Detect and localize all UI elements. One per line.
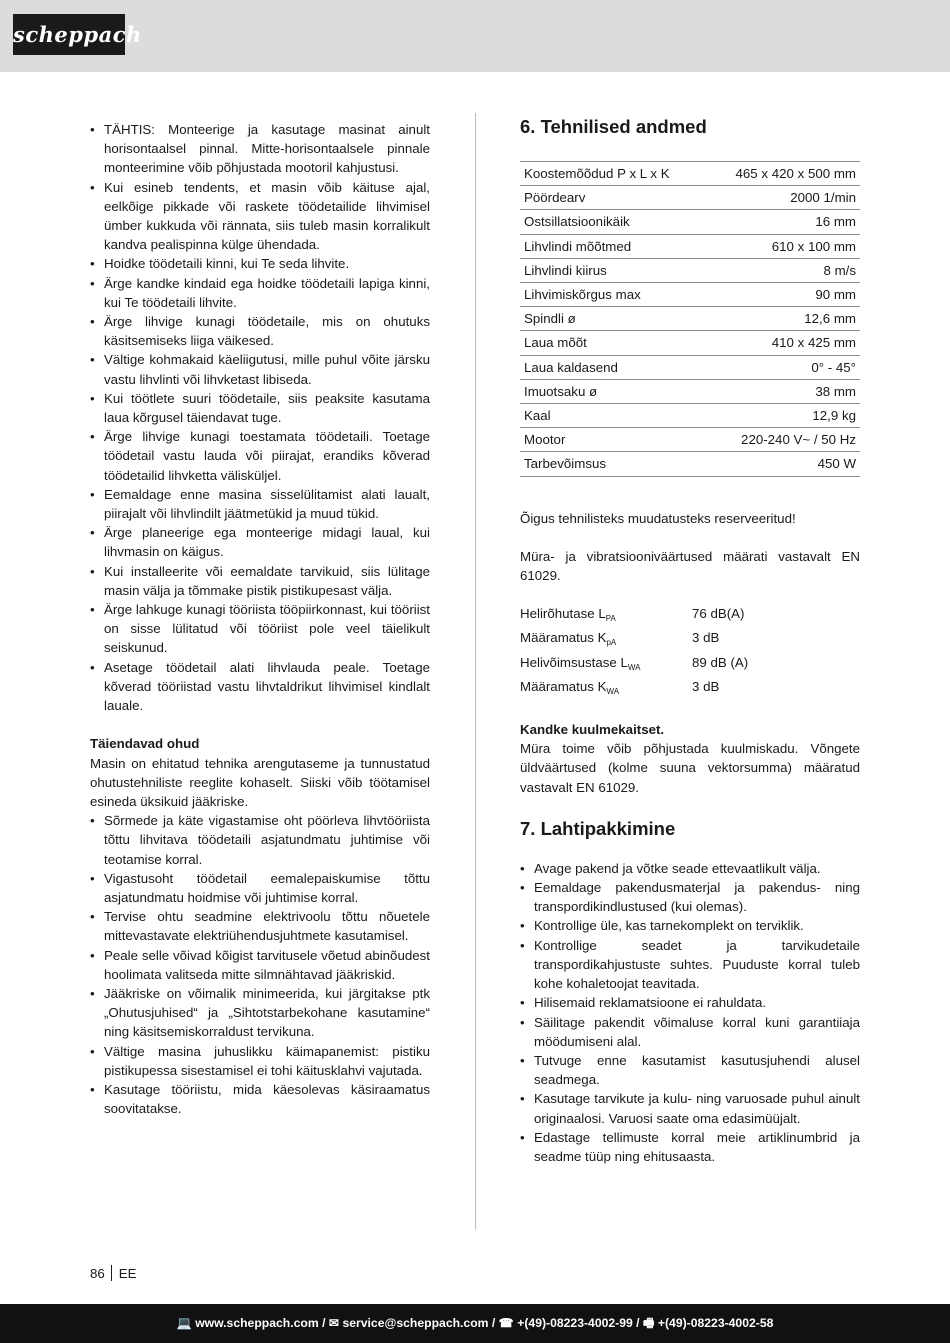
phone-number: +(49)-08223-4002-99 <box>517 1316 633 1330</box>
list-item: • Eemaldage enne masina sisselülitamist alati laualt, piirajalt või lihvlindilt jäätmetükid ja muud tükid. <box>90 485 430 523</box>
spec-label: Lihvlindi mõõtmed <box>520 234 705 258</box>
spec-label: Mootor <box>520 428 705 452</box>
column-divider <box>475 113 476 1230</box>
spec-value: 38 mm <box>705 379 860 403</box>
safety-list <box>90 120 430 715</box>
spec-value: 8 m/s <box>705 258 860 282</box>
spec-value: 16 mm <box>705 210 860 234</box>
left-column <box>90 120 430 1118</box>
extra-risks-intro: Masin on ehitatud tehnika arengutaseme ja tunnustatud ohutustehniliste reeglite kohaselt. Siiski võib töötamisel esineda üksikuid jääkriske. <box>90 755 430 809</box>
list-item: • Ärge lihvige kunagi toestamata töödetaili. Toetage töödetail vastu lauda või piirajat, erandiks kõverad töödetailid lihvketta välisküljel. <box>90 427 430 485</box>
spec-label: Laua mõõt <box>520 331 705 355</box>
noise-value: 3 dB <box>692 678 720 694</box>
noise-label-text: Helivõimsustase L <box>520 654 628 670</box>
list-item: • Eemaldage pakendusmaterjal ja pakendus- ning transpordikindlustused (kui olemas). <box>520 878 860 916</box>
list-item: • Vältige kohmakaid käeliigutusi, mille puhul võite järsku vastu lihvlinti või lihvketast libiseda. <box>90 350 430 388</box>
list-item: • Kasutage tarvikute ja kulu- ning varuosade puhul ainult originaalosi. Varuosi saate oma edasimüüjalt. <box>520 1089 860 1127</box>
table-row <box>520 428 860 452</box>
list-item: • Ärge planeerige ega monteerige midagi laual, kui lihvmasin on käigus. <box>90 523 430 561</box>
spec-label: Pöördearv <box>520 186 705 210</box>
spec-label: Kaal <box>520 404 705 428</box>
table-row <box>520 234 860 258</box>
spec-label: Spindli ø <box>520 307 705 331</box>
list-item: • Kasutage tööriistu, mida käesolevas käsiraamatus soovitatakse. <box>90 1080 430 1118</box>
noise-label-text: Määramatus K <box>520 678 607 694</box>
website-link[interactable]: www.scheppach.com <box>195 1316 319 1330</box>
table-row <box>520 331 860 355</box>
language-code: EE <box>118 1266 137 1281</box>
list-item: • TÄHTIS: Monteerige ja kasutage masinat ainult horisontaalsel pinnal. Mitte-horisontaalsele pinnale monteerimine võib põhjustada mootoril kahjustusi. <box>90 120 430 178</box>
list-item: • Ärge kandke kindaid ega hoidke töödetaili lapiga kinni, kui Te töödetaili lihvite. <box>90 274 430 312</box>
computer-icon: 💻 <box>176 1316 192 1330</box>
spec-value: 0° - 45° <box>705 355 860 379</box>
noise-label-subscript: PA <box>605 614 616 624</box>
table-row <box>520 258 860 282</box>
table-row <box>520 307 860 331</box>
list-item: • Ärge lihvige kunagi töödetaile, mis on ohutuks käsitsemiseks liiga väikesed. <box>90 312 430 350</box>
noise-label-text: Määramatus K <box>520 630 607 646</box>
table-row <box>520 379 860 403</box>
fax-number: +(49)-08223-4002-58 <box>657 1316 774 1330</box>
list-item: • Kui installeerite või eemaldate tarvikuid, siis lülitage masin välja ja tõmmake pistik pistikupesast välja. <box>90 562 430 600</box>
list-item: • Vältige masina juhuslikku käimapanemist: pistiku pistikupessa sisestamisel ei tohi käitusklahvi vajutada. <box>90 1042 430 1080</box>
list-item: • Asetage töödetail alati lihvlauda peale. Toetage kõverad tööriistad vastu lihvtaldrikut lihvimisel kindlalt lauale. <box>90 658 430 716</box>
table-row <box>520 162 860 186</box>
tech-data-heading: 6. Tehnilised andmed <box>520 116 707 137</box>
noise-label-text: Helirõhutase L <box>520 606 606 622</box>
spec-value: 90 mm <box>705 283 860 307</box>
unpacking-list <box>520 859 860 1166</box>
list-item: • Vigastusoht töödetail eemalepaiskumise tõttu asjatundmatu hoidmise või juhtimise korral. <box>90 869 430 907</box>
page-number-separator <box>111 1265 112 1281</box>
footer-separator: / <box>632 1316 643 1330</box>
extra-risks-title: Täiendavad ohud <box>90 736 200 752</box>
table-row <box>520 404 860 428</box>
noise-intro: Müra- ja vibratsiooniväärtused määrati vastavalt EN 61029. <box>520 548 860 584</box>
list-item: • Kui esineb tendents, et masin võib käituse ajal, eelkõige pikkade või raskete töödetailide lihvimisel ümber kukkuda või rännata, siis tuleb masin korralikult kandva pealispinna külge ühendada. <box>90 178 430 255</box>
spec-label: Lihvlindi kiirus <box>520 258 705 282</box>
list-item: • Kontrollige üle, kas tarnekomplekt on terviklik. <box>520 916 860 935</box>
list-item: • Tervise ohtu seadmine elektrivoolu tõttu nõuetele mittevastavate elektriühendusjuhtmete kasutamisel. <box>90 907 430 945</box>
list-item: • Hilisemaid reklamatsioone ei rahuldata. <box>520 993 860 1012</box>
spec-value: 12,6 mm <box>705 307 860 331</box>
unpacking-heading: 7. Lahtipakkimine <box>520 817 676 839</box>
noise-label-subscript: WA <box>606 686 620 696</box>
hearing-protection-text: Müra toime võib põhjustada kuulmiskadu. Võngete üldväärtused (kolme suuna vektorsumma) määratud vastavalt EN 61029. <box>520 741 860 795</box>
noise-value: 3 dB <box>692 630 720 646</box>
spec-value: 610 x 100 mm <box>705 234 860 258</box>
list-item: • Edastage tellimuste korral meie artiklinumbrid ja seadme tüüp ning ehitusaasta. <box>520 1128 860 1166</box>
spec-label: Imuotsaku ø <box>520 379 705 403</box>
table-row <box>520 355 860 379</box>
spec-value: 465 x 420 x 500 mm <box>705 162 860 186</box>
table-row <box>520 452 860 476</box>
noise-value: 76 dB(A) <box>692 606 745 622</box>
table-row <box>520 210 860 234</box>
spec-value: 450 W <box>705 452 860 476</box>
noise-label <box>520 653 692 677</box>
noise-label-subscript: WA <box>627 662 641 672</box>
right-column <box>520 115 860 1166</box>
scheppach-logo: scheppach <box>13 14 125 55</box>
list-item: • Ärge lahkuge kunagi tööriista tööpiirkonnast, kui tööriist on sisse lülitatud või tööriist pole veel täielikult seiskunud. <box>90 600 430 658</box>
page-number-value: 86 <box>90 1266 105 1281</box>
noise-label <box>520 604 692 628</box>
page-number <box>90 1265 137 1281</box>
noise-label <box>520 628 692 652</box>
footer-separator: / <box>318 1316 329 1330</box>
page-footer <box>0 1304 950 1343</box>
list-item: • Sõrmede ja käte vigastamise oht pöörleva lihvtööriista tõttu lihvitava töödetaili asjatundmatu juhtimise või teotamise korral. <box>90 811 430 869</box>
spec-value: 220-240 V~ / 50 Hz <box>705 428 860 452</box>
spec-label: Laua kaldasend <box>520 355 705 379</box>
residual-risks-list <box>90 811 430 1118</box>
spec-label: Lihvimiskõrgus max <box>520 283 705 307</box>
spec-value: 410 x 425 mm <box>705 331 860 355</box>
noise-label-subscript: pA <box>606 638 617 648</box>
list-item: • Peale selle võivad kõigist tarvitusele võetud abinõudest hoolimata valitseda mitte silmnähtavad jääkriskid. <box>90 946 430 984</box>
email-link[interactable]: service@scheppach.com <box>342 1316 489 1330</box>
table-row <box>520 283 860 307</box>
spec-value: 2000 1/min <box>705 186 860 210</box>
list-item: • Tutvuge enne kasutamist kasutusjuhendi alusel seadmega. <box>520 1051 860 1089</box>
spec-label: Koostemõõdud P x L x K <box>520 162 705 186</box>
list-item: • Hoidke töödetaili kinni, kui Te seda lihvite. <box>90 254 430 273</box>
rights-note: Õigus tehnilisteks muudatusteks reserveeritud! <box>520 510 796 526</box>
mail-icon: ✉ <box>328 1316 340 1330</box>
list-item: • Kui töötlete suuri töödetaile, siis peaksite kasutama laua kõrgusel täiendavat tuge. <box>90 389 430 427</box>
page-header <box>0 0 950 72</box>
noise-value: 89 dB (A) <box>692 654 749 670</box>
tech-data-table <box>520 161 860 477</box>
noise-values <box>520 604 860 701</box>
spec-value: 12,9 kg <box>705 404 860 428</box>
list-item: • Avage pakend ja võtke seade ettevaatlikult välja. <box>520 859 860 878</box>
list-item: • Säilitage pakendit võimaluse korral kuni garantiiaja möödumiseni alal. <box>520 1013 860 1051</box>
spec-label: Tarbevõimsus <box>520 452 705 476</box>
footer-separator: / <box>488 1316 499 1330</box>
phone-icon: ☎ <box>498 1316 514 1330</box>
list-item: • Jääkriske on võimalik minimeerida, kui järgitakse ptk „Ohutusjuhised“ ja „Sihtotstarbekohane kasutamine“ ning käsitsemiskorraldust tervikuna. <box>90 984 430 1042</box>
hearing-protection-title: Kandke kuulmekaitset. <box>520 722 665 738</box>
table-row <box>520 186 860 210</box>
fax-icon: 🖷 <box>642 1316 655 1330</box>
noise-label <box>520 677 692 701</box>
list-item: • Kontrollige seadet ja tarvikudetaile transpordikahjustuste suhtes. Puuduste korral tuleb kohe kohaletoojat teavitada. <box>520 936 860 994</box>
spec-label: Ostsillatsioonikäik <box>520 210 705 234</box>
